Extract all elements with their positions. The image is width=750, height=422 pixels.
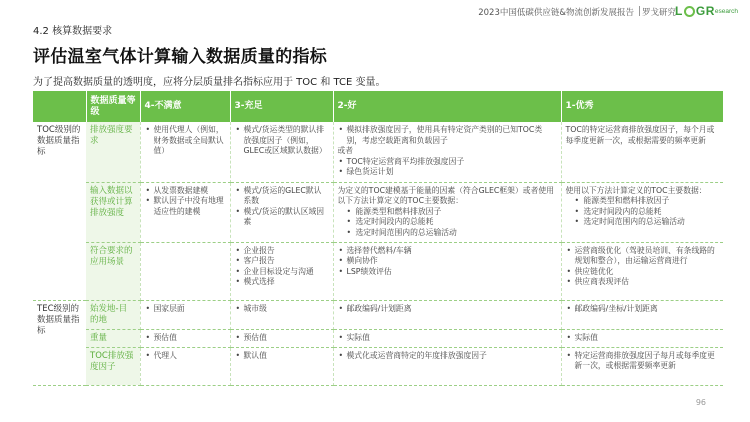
table-row bbox=[33, 300, 723, 329]
list-item: • 供应链优化 bbox=[566, 267, 720, 278]
list-item: • TOC特定运营商平均排放强度因子 bbox=[338, 157, 557, 168]
cell-level-2 bbox=[333, 329, 561, 347]
list-item: • 模式/货运的默认区域因素 bbox=[235, 207, 329, 228]
list-item: • 模式/货运的GLEC默认系数 bbox=[235, 186, 329, 207]
cell-level-4 bbox=[140, 242, 230, 300]
row-label: 输入数据以获得或计算排放强度 bbox=[86, 182, 140, 242]
list-item: • 城市级 bbox=[235, 304, 329, 315]
cell-level-2 bbox=[333, 122, 561, 182]
list-item: • 能源类型和燃料排放因子 bbox=[338, 207, 557, 218]
list-item: • 邮政编码/计划距离 bbox=[338, 304, 557, 315]
cell-level-2 bbox=[333, 347, 561, 385]
table-header-row bbox=[33, 91, 723, 122]
report-title: 2023中国低碳供应链&物流创新发展报告 bbox=[478, 8, 634, 18]
cell-level-4 bbox=[140, 329, 230, 347]
list-item: • 运营商级优化（驾驶员培训、有条线路的规划和整合），由运输运营商进行 bbox=[566, 246, 720, 267]
cell-level-1 bbox=[561, 347, 723, 385]
row-label: 始发地-目的地 bbox=[86, 300, 140, 329]
list-item: • 企业报告 bbox=[235, 246, 329, 257]
list-item: • 特定运营商排放强度因子每月或每季度更新一次，或根据需要频率更新 bbox=[566, 351, 720, 372]
cell-level-3 bbox=[230, 347, 333, 385]
data-quality-table bbox=[33, 91, 723, 386]
list-item: • 预估值 bbox=[235, 333, 329, 344]
page-title: 评估温室气体计算输入数据质量的指标 bbox=[33, 47, 328, 67]
cell-level-3 bbox=[230, 329, 333, 347]
list-item: • 国家层面 bbox=[145, 304, 226, 315]
cell-level-1 bbox=[561, 182, 723, 242]
table-row bbox=[33, 347, 723, 385]
cell-level-4 bbox=[140, 122, 230, 182]
list-item: • 默认因子中没有地理适应性的建模 bbox=[145, 196, 226, 217]
cell-level-3 bbox=[230, 122, 333, 182]
logr-logo bbox=[675, 3, 738, 19]
cell-text: 或者 bbox=[337, 146, 354, 156]
logo-letters-gr: GR bbox=[695, 4, 715, 18]
org-name: 罗戈研究 bbox=[641, 8, 676, 18]
list-item: • 能源类型和燃料排放因子 bbox=[566, 196, 720, 207]
group-label-tec: TEC级别的数据质量指标 bbox=[33, 300, 86, 385]
list-item: • 模式化或运营商特定的年度排放强度因子 bbox=[338, 351, 557, 362]
page-subtitle: 为了提高数据质量的透明度，应将分层质量排名指标应用于 TOC 和 TCE 变量。 bbox=[33, 77, 386, 88]
table-row bbox=[33, 122, 723, 182]
row-label: 重量 bbox=[86, 329, 140, 347]
list-item: • 使用代理人（例如，财务数据或全局默认值） bbox=[145, 125, 226, 157]
list-item: • 横向协作 bbox=[338, 256, 557, 267]
cell-level-4 bbox=[140, 347, 230, 385]
header-level-2: 2-好 bbox=[333, 91, 561, 122]
list-item: • 选择替代燃料/车辆 bbox=[338, 246, 557, 257]
cell-level-2 bbox=[333, 300, 561, 329]
table-row bbox=[33, 329, 723, 347]
list-item: • 模式/货运类型的默认排放强度因子（例如，GLEC或区域默认数据） bbox=[235, 125, 329, 157]
list-item: • 模拟排放强度因子，使用具有特定资产类别的已知TOC类别，考虑空载距离和负载因子 bbox=[338, 125, 557, 146]
cell-level-3 bbox=[230, 300, 333, 329]
row-label: 排放强度要求 bbox=[86, 122, 140, 182]
header-level-4: 4-不满意 bbox=[140, 91, 230, 122]
row-label: 符合要求的应用场景 bbox=[86, 242, 140, 300]
cell-level-4 bbox=[140, 300, 230, 329]
list-item: • 供应商表现评估 bbox=[566, 277, 720, 288]
cell-text: TOC的特定运营商排放强度因子，每个月或每季度更新一次，或根据需要的频率更新 bbox=[565, 125, 715, 145]
cell-text: 使用以下方法计算定义的TOC主要数据： bbox=[565, 185, 707, 195]
list-item: • 选定时间段内的总能耗 bbox=[566, 207, 720, 218]
cell-text: 为定义的TOC建模基于能量的因素（符合GLEC框架）或者使用以下方法计算定义的TOC主要数据： bbox=[337, 185, 554, 206]
header-level-3: 3-充足 bbox=[230, 91, 333, 122]
list-item: • LSP绩效评估 bbox=[338, 267, 557, 278]
cell-level-1 bbox=[561, 329, 723, 347]
cell-level-4 bbox=[140, 182, 230, 242]
logo-ring-icon bbox=[684, 6, 695, 17]
cell-level-1 bbox=[561, 300, 723, 329]
list-item: • 模式选择 bbox=[235, 277, 329, 288]
row-label: TOC排放强度因子 bbox=[86, 347, 140, 385]
list-item: • 实际值 bbox=[338, 333, 557, 344]
cell-level-2 bbox=[333, 242, 561, 300]
table-row bbox=[33, 182, 723, 242]
group-label-toc: TOC级别的数据质量指标 bbox=[33, 122, 86, 300]
logo-suffix: esearch bbox=[714, 7, 738, 15]
header-level-1: 1-优秀 bbox=[561, 91, 723, 122]
cell-level-2 bbox=[333, 182, 561, 242]
list-item: • 实际值 bbox=[566, 333, 720, 344]
list-item: • 企业目标设定与沟通 bbox=[235, 267, 329, 278]
list-item: • 选定时间段内的总能耗 bbox=[338, 217, 557, 228]
header-spacer bbox=[33, 91, 86, 122]
list-item: • 默认值 bbox=[235, 351, 329, 362]
header-dimension: 数据质量等级 bbox=[86, 91, 140, 122]
page-number: 96 bbox=[695, 398, 706, 407]
list-item: • 邮政编码/坐标/计划距离 bbox=[566, 304, 720, 315]
list-item: • 从发票数据建模 bbox=[145, 186, 226, 197]
section-label: 4.2 核算数据要求 bbox=[33, 26, 113, 37]
cell-level-1 bbox=[561, 122, 723, 182]
logo-letter-l: L bbox=[675, 4, 683, 18]
header-divider bbox=[639, 6, 640, 16]
list-item: • 预估值 bbox=[145, 333, 226, 344]
list-item: • 选定时间范围内的总运输活动 bbox=[566, 217, 720, 228]
list-item: • 绿色货运计划 bbox=[338, 167, 557, 178]
cell-level-3 bbox=[230, 182, 333, 242]
top-bar bbox=[0, 0, 750, 22]
table-row bbox=[33, 242, 723, 300]
cell-level-1 bbox=[561, 242, 723, 300]
list-item: • 客户报告 bbox=[235, 256, 329, 267]
list-item: • 选定时间范围内的总运输活动 bbox=[338, 228, 557, 239]
cell-level-3 bbox=[230, 242, 333, 300]
list-item: • 代理人 bbox=[145, 351, 226, 362]
